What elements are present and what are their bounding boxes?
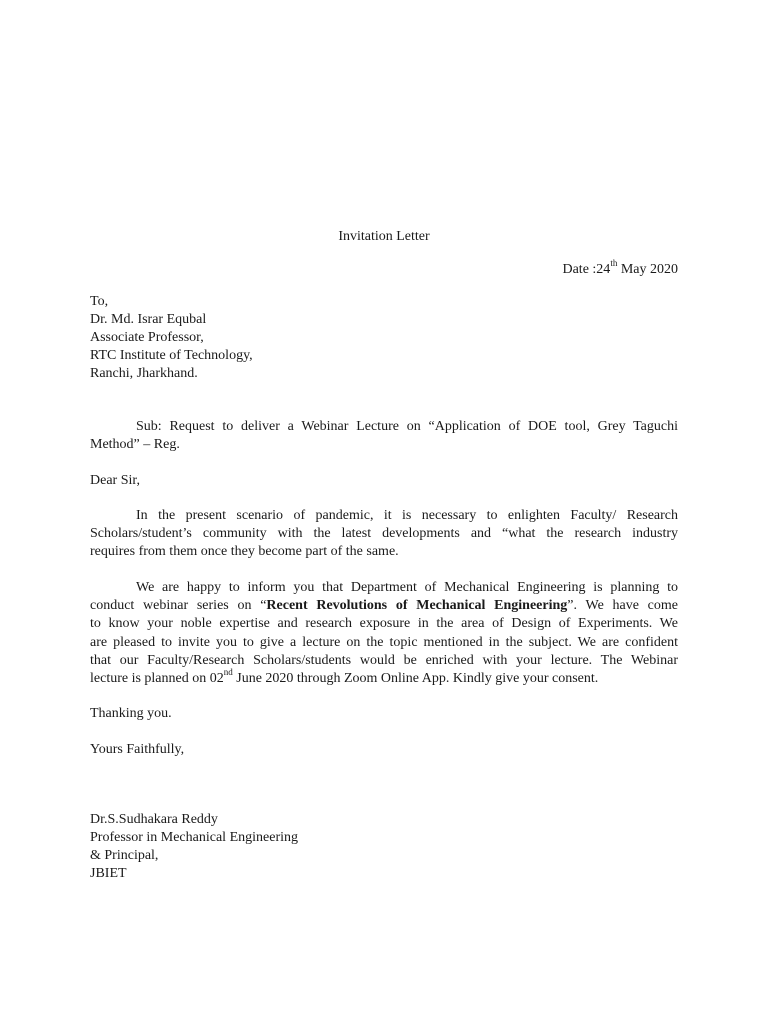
paragraph-2-line-2: conduct webinar series on “Recent Revolutions of Mechanical Engineering”. We have come — [90, 598, 678, 614]
paragraph-2-line-5: that our Faculty/Research Scholars/students would be enriched with your lecture. The Webinar — [90, 652, 678, 668]
letter-date — [562, 258, 678, 279]
sender-role: & Principal, — [90, 848, 159, 863]
sender-institution: JBIET — [90, 866, 127, 881]
subject-paragraph — [90, 418, 678, 454]
paragraph-1 — [90, 507, 678, 562]
paragraph-2-line-4: are pleased to invite you to give a lecture on the topic mentioned in the subject. We are confident — [90, 634, 678, 650]
recipient-location: Ranchi, Jharkhand. — [90, 366, 198, 381]
webinar-series-title: Recent Revolutions of Mechanical Engineering — [266, 598, 568, 614]
salutation: Dear Sir, — [90, 473, 140, 488]
recipient-institute: RTC Institute of Technology, — [90, 348, 253, 363]
closing-line: Yours Faithfully, — [90, 742, 185, 757]
thanks-line: Thanking you. — [90, 706, 172, 721]
recipient-designation: Associate Professor, — [90, 330, 204, 345]
date-rest: May 2020 — [617, 262, 678, 277]
subject-line-2: Method” – Reg. — [90, 437, 180, 453]
paragraph-2-line-3: to know your noble expertise and research exposure in the area of Design of Experiments. We — [90, 616, 678, 632]
sender-name: Dr.S.Sudhakara Reddy — [90, 812, 218, 827]
paragraph-2-line-6: lecture is planned on 02nd June 2020 through Zoom Online App. Kindly give your consent. — [90, 667, 599, 686]
paragraph-2-line-1: We are happy to inform you that Department of Mechanical Engineering is planning to — [136, 580, 678, 595]
letter-title: Invitation Letter — [338, 229, 430, 244]
subject-line-1: Sub: Request to deliver a Webinar Lecture on “Application of DOE tool, Grey Taguchi — [136, 419, 678, 434]
paragraph-1-line-2: Scholars/student’s community with the latest developments and “what the research industry — [90, 526, 678, 542]
sender-designation: Professor in Mechanical Engineering — [90, 830, 298, 845]
recipient-to: To, — [90, 294, 109, 309]
paragraph-2 — [90, 579, 678, 688]
ordinal-suffix: nd — [223, 667, 233, 678]
date-prefix: Date :24 — [562, 262, 611, 277]
date-suffix: th — [610, 258, 618, 269]
paragraph-1-line-1: In the present scenario of pandemic, it is necessary to enlighten Faculty/ Research — [136, 508, 678, 523]
recipient-name: Dr. Md. Israr Equbal — [90, 312, 207, 327]
paragraph-1-line-3: requires from them once they become part of the same. — [90, 544, 399, 560]
